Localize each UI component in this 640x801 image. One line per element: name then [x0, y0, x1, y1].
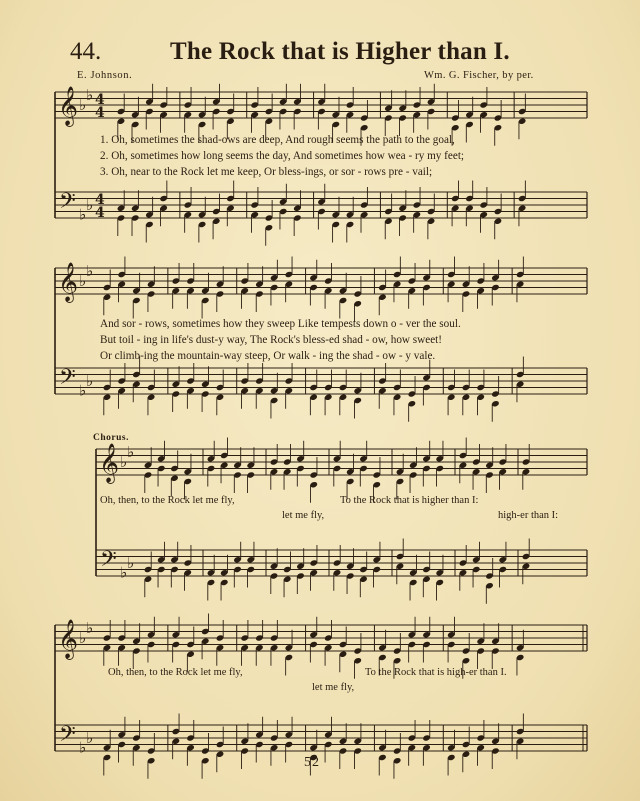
bass-clef-icon: 𝄢 [59, 189, 76, 219]
flat-icon: ♭ [127, 443, 135, 461]
page-number: 52 [304, 755, 320, 770]
system1-verse3: 3. Oh, near to the Rock let me keep, Or bless-ings, or sor - rows pre - vail; [100, 166, 433, 178]
lyricist-credit: E. Johnson. [77, 70, 133, 81]
hymn-title: The Rock that is Higher than I. [170, 38, 510, 65]
system2-verse2: But toil - ing in life's dust-y way, The Rock's bless-ed shad - ow, how sweet! [100, 334, 442, 346]
hymn-number: 44. [70, 38, 102, 65]
time-signature: 4 [95, 92, 105, 108]
flat-icon: ♭ [120, 452, 128, 471]
flat-icon: ♭ [86, 371, 94, 390]
flat-icon: ♭ [79, 205, 87, 224]
chorus-label: Chorus. [93, 433, 129, 443]
flat-icon: ♭ [120, 563, 128, 582]
system2-verse1: And sor - rows, sometimes how they sweep Like tempests down o - ver the soul. [100, 318, 461, 330]
chorus1-lower-b: high-er than I: [498, 510, 559, 521]
flat-icon: ♭ [79, 95, 87, 114]
flat-icon: ♭ [127, 553, 135, 572]
system1-verse2: 2. Oh, sometimes how long seems the day, And sometimes how wea - ry my feet; [100, 150, 465, 162]
system1-verse1: 1. Oh, sometimes the shad-ows are deep, And rough seems the path to the goal, [100, 134, 455, 146]
chorus2-upper-b: To the Rock that is high-er than I. [365, 667, 507, 678]
bass-clef-icon: 𝄢 [100, 547, 117, 577]
chorus1-upper-b: To the Rock that is higher than I: [340, 495, 479, 506]
time-signature: 4 [95, 205, 105, 221]
flat-icon: ♭ [86, 619, 94, 637]
time-signature: 4 [95, 192, 105, 208]
treble-clef-icon: 𝄞 [58, 619, 79, 659]
time-signature: 4 [95, 105, 105, 121]
flat-icon: ♭ [86, 728, 94, 747]
chorus1-lower-a: let me fly, [282, 510, 325, 521]
flat-icon: ♭ [79, 628, 87, 647]
composer-credit: Wm. G. Fischer, by per. [424, 70, 534, 81]
treble-clef-icon: 𝄞 [58, 86, 79, 126]
flat-icon: ♭ [79, 271, 87, 290]
bass-clef-icon: 𝄢 [59, 722, 76, 752]
bass-clef-icon: 𝄢 [59, 365, 76, 395]
flat-icon: ♭ [79, 738, 87, 757]
chorus2-lower-a: let me fly, [312, 682, 355, 693]
flat-icon: ♭ [86, 195, 94, 214]
system2-verse3: Or climb-ing the mountain-way steep, Or walk - ing the shad - ow - y vale. [100, 350, 436, 362]
chorus1-upper-a: Oh, then, to the Rock let me fly, [100, 495, 235, 506]
flat-icon: ♭ [79, 381, 87, 400]
treble-clef-icon: 𝄞 [99, 443, 120, 483]
treble-clef-icon: 𝄞 [58, 262, 79, 302]
chorus2-upper-a: Oh, then, to the Rock let me fly, [108, 667, 243, 678]
flat-icon: ♭ [86, 86, 94, 104]
flat-icon: ♭ [86, 262, 94, 280]
